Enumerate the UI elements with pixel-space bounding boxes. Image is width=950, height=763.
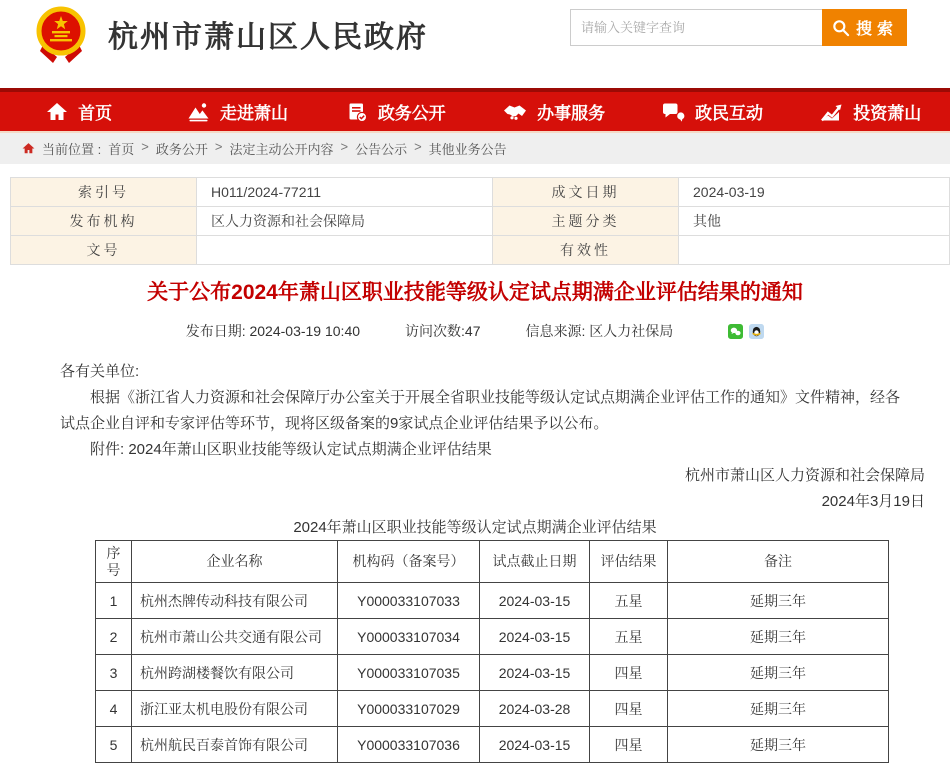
breadcrumb [0, 131, 950, 164]
breadcrumb-item[interactable]: 其他业务公告 [428, 142, 507, 157]
breadcrumb-items [108, 139, 506, 158]
cell-rating: 四星 [590, 727, 668, 763]
breadcrumb-item[interactable]: 政务公开 [155, 142, 208, 157]
national-emblem-icon [33, 5, 89, 65]
handshake-icon [503, 101, 527, 123]
cell-company-name: 浙江亚太机电股份有限公司 [132, 691, 338, 727]
cell-index: 2 [96, 619, 132, 655]
cell-deadline: 2024-03-15 [480, 619, 590, 655]
cell-index: 3 [96, 655, 132, 691]
site-header [0, 0, 950, 88]
search-button[interactable] [822, 9, 907, 46]
qq-share-icon[interactable] [749, 324, 764, 339]
cell-org-code: Y000033107033 [338, 583, 480, 619]
breadcrumb-item[interactable]: 公告公示 [355, 142, 408, 157]
nav-item-label: 办事服务 [537, 104, 606, 123]
cell-deadline: 2024-03-15 [480, 583, 590, 619]
table-row [96, 727, 889, 763]
nav-item-services[interactable] [475, 92, 633, 131]
cell-deadline: 2024-03-15 [480, 727, 590, 763]
signature-org: 杭州市萧山区人力资源和社会保障局 [684, 467, 925, 484]
body-paragraph: 根据《浙江省人力资源和社会保障厅办公室关于开展全省职业技能等级认定试点期满企业评估工作的通知》文件精神，经各试点企业自评和专家评估等环节，现将区级备案的9家试点企业评估结果予以公布。 [60, 389, 901, 432]
nav-item-home[interactable] [0, 92, 158, 131]
nav-item-about-xiaoshan[interactable] [158, 92, 316, 131]
search-input[interactable] [570, 9, 822, 46]
salutation: 各有关单位: [60, 363, 140, 380]
nav-item-label: 政民互动 [694, 104, 763, 123]
document-icon [346, 101, 368, 123]
info-label: 成文日期 [493, 178, 679, 207]
info-value: H011/2024-77211 [197, 178, 493, 207]
nav-item-interaction[interactable] [633, 92, 791, 131]
article-body [60, 359, 910, 463]
breadcrumb-item[interactable]: 法定主动公开内容 [229, 142, 334, 157]
cell-remark: 延期三年 [668, 727, 889, 763]
cell-rating: 四星 [590, 655, 668, 691]
info-label: 有效性 [493, 236, 679, 265]
table-row [96, 655, 889, 691]
cell-org-code: Y000033107036 [338, 727, 480, 763]
info-value [197, 236, 493, 265]
cell-company-name: 杭州航民百泰首饰有限公司 [132, 727, 338, 763]
cell-org-code: Y000033107035 [338, 655, 480, 691]
cell-index: 4 [96, 691, 132, 727]
search-button-label: 搜索 [855, 21, 898, 38]
info-value: 其他 [679, 207, 950, 236]
scenery-icon [187, 100, 210, 123]
info-label: 主题分类 [493, 207, 679, 236]
share-icons [728, 324, 764, 339]
main-nav [0, 88, 950, 131]
info-source: 信息来源: 区人力社保局 [525, 323, 674, 339]
column-header: 评估结果 [590, 541, 668, 583]
breadcrumb-separator: > [141, 139, 149, 154]
cell-remark: 延期三年 [668, 655, 889, 691]
cell-remark: 延期三年 [668, 691, 889, 727]
nav-item-label: 投资萧山 [853, 104, 922, 123]
info-value: 2024-03-19 [679, 178, 950, 207]
nav-item-label: 政务公开 [377, 104, 446, 123]
breadcrumb-separator: > [414, 139, 422, 154]
column-header: 序号 [96, 541, 132, 583]
cell-deadline: 2024-03-15 [480, 655, 590, 691]
nav-item-label: 走进萧山 [219, 104, 288, 123]
breadcrumb-separator: > [340, 139, 349, 154]
home-icon [22, 142, 35, 155]
column-header: 企业名称 [132, 541, 338, 583]
info-table-row [11, 178, 950, 207]
info-label: 文号 [11, 236, 197, 265]
cell-company-name: 杭州跨湖楼餐饮有限公司 [132, 655, 338, 691]
article-title: 关于公布2024年萧山区职业技能等级认定试点期满企业评估结果的通知 [147, 281, 803, 304]
evaluation-results-table [95, 540, 889, 763]
breadcrumb-item[interactable]: 首页 [108, 142, 135, 157]
info-value: 区人力资源和社会保障局 [197, 207, 493, 236]
cell-index: 5 [96, 727, 132, 763]
signature-date: 2024年3月19日 [821, 493, 925, 510]
site-title: 杭州市萧山区人民政府 [108, 21, 428, 54]
cell-company-name: 杭州市萧山公共交通有限公司 [132, 619, 338, 655]
cell-company-name: 杭州杰牌传动科技有限公司 [132, 583, 338, 619]
home-icon [46, 101, 68, 123]
attachment-table-title: 2024年萧山区职业技能等级认定试点期满企业评估结果 [293, 519, 657, 536]
cell-index: 1 [96, 583, 132, 619]
nav-item-invest-xiaoshan[interactable] [792, 92, 950, 131]
table-row [96, 619, 889, 655]
document-info-table [10, 177, 950, 265]
signature-block [0, 463, 925, 515]
nav-item-label: 首页 [78, 104, 113, 123]
info-value [679, 236, 950, 265]
search-icon [831, 18, 851, 38]
nav-item-gov-disclosure[interactable] [317, 92, 475, 131]
column-header: 试点截止日期 [480, 541, 590, 583]
chart-icon [820, 101, 843, 123]
info-table-row [11, 236, 950, 265]
column-header: 机构码（备案号） [338, 541, 480, 583]
chat-icon [662, 101, 685, 123]
cell-remark: 延期三年 [668, 583, 889, 619]
cell-rating: 四星 [590, 691, 668, 727]
breadcrumb-prefix: 当前位置 : [42, 142, 102, 157]
wechat-share-icon[interactable] [728, 324, 743, 339]
attachment-link[interactable]: 附件: 2024年萧山区职业技能等级认定试点期满企业评估结果 [90, 441, 492, 458]
search-bar [570, 9, 907, 46]
table-row [96, 691, 889, 727]
publish-date: 发布日期: 2024-03-19 10:40 [185, 323, 361, 339]
table-row [96, 583, 889, 619]
article-meta [0, 321, 950, 341]
column-header: 备注 [668, 541, 889, 583]
table-header-row [96, 541, 889, 583]
cell-deadline: 2024-03-28 [480, 691, 590, 727]
visit-count: 访问次数:47 [405, 323, 481, 339]
cell-rating: 五星 [590, 619, 668, 655]
info-label: 发布机构 [11, 207, 197, 236]
info-table-row [11, 207, 950, 236]
cell-org-code: Y000033107034 [338, 619, 480, 655]
breadcrumb-separator: > [214, 139, 223, 154]
info-label: 索引号 [11, 178, 197, 207]
cell-rating: 五星 [590, 583, 668, 619]
cell-org-code: Y000033107029 [338, 691, 480, 727]
cell-remark: 延期三年 [668, 619, 889, 655]
